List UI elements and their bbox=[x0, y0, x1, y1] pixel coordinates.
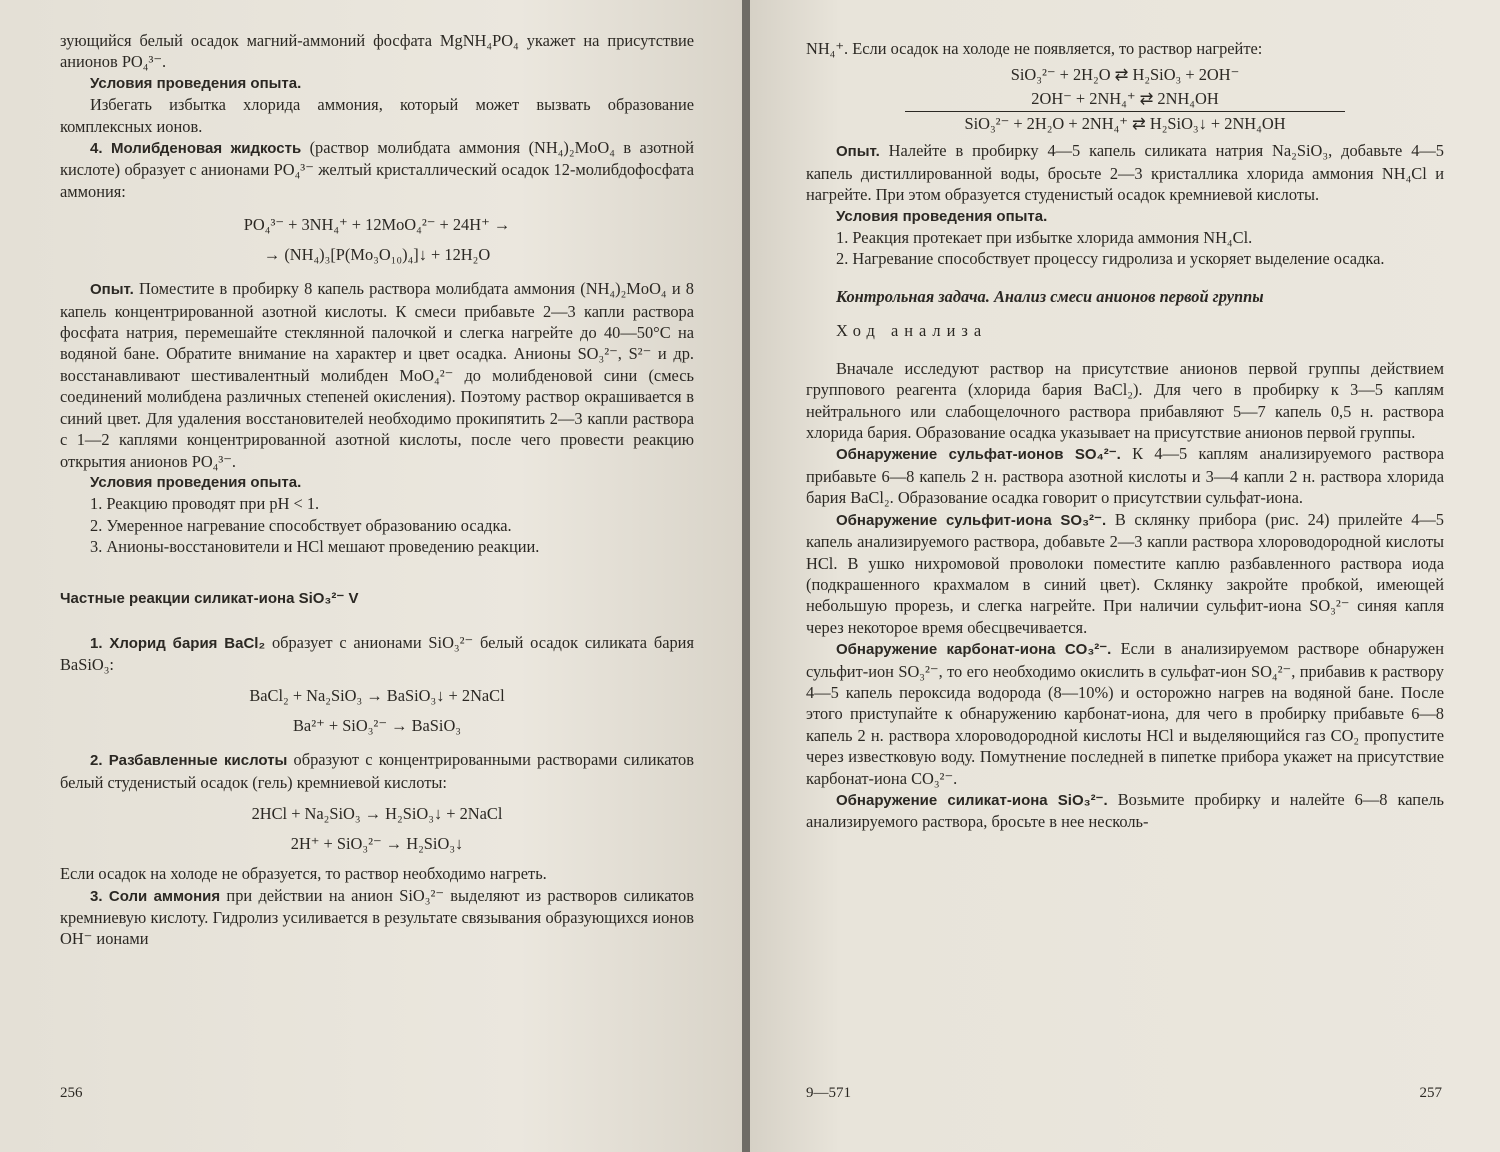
section-heading: Частные реакции силикат-иона SiO₃²⁻ V bbox=[60, 589, 359, 607]
paragraph-text: при действии на анион SiO₃²⁻ выделяют из растворов силикатов кремниевую кислоту. Гидролиз усиливается в результате связывания образующихся ионов OH⁻ ионами bbox=[60, 885, 694, 949]
paragraph-text: образует с анионами SiO₃²⁻ белый осадок силиката бария BaSiO₃: bbox=[60, 632, 694, 674]
paragraph-text: К 4—5 каплям анализируемого раствора прибавьте 6—8 капель 2 н. раствора азотной кислоты и 3—4 капли 2 н. раствора хлорида бария BaCl₂. Образование осадка говорит о присутствии сульфат-иона. bbox=[806, 444, 1444, 508]
conditions-heading: Условия проведения опыта. bbox=[90, 74, 302, 92]
paragraph: NH₄⁺. Если осадок на холоде не появляется, то раствор нагрейте: bbox=[806, 39, 1263, 58]
paragraph bbox=[806, 443, 1444, 508]
test-heading: Обнаружение карбонат-иона CO₃²⁻. bbox=[836, 641, 1112, 659]
reagent-heading: 2. Разбавленные кислоты bbox=[90, 752, 288, 770]
paragraph bbox=[60, 885, 694, 950]
paragraph bbox=[806, 638, 1444, 789]
conditions-heading: Условия проведения опыта. bbox=[90, 473, 302, 491]
equation: 2HCl + Na₂SiO₃ → H₂SiO₃↓ + 2NaCl bbox=[251, 804, 503, 824]
paragraph-text: Поместите в пробирку 8 капель раствора молибдата аммония (NH₄)₂MoO₄ и 8 капель концентрированной азотной кислоты. К смеси прибавьте 2—3 капли раствора фосфата натрия, перемешайте стеклянной палочкой и слегка нагрейте до 40—50°С на водяной бане. Обратите внимание на характер и цвет осадка. Анионы SO₃²⁻, S²⁻ и др. восстанавливают шестивалентный молибден MoO₄²⁻ до молибденовой сини (смесь соединений молибдена различных степеней окисления). Поэтому раствор окрашивается в синий цвет. Для удаления восстановителей необходимо прокипятить 2—3 капли раствора с 1—2 каплями концентрированной азотной кислоты, после чего провести реакцию открытия анионов PO₄³⁻. bbox=[60, 279, 694, 471]
test-heading: Обнаружение сульфит-иона SO₃²⁻. bbox=[836, 511, 1107, 529]
paragraph bbox=[806, 789, 1444, 833]
equation: BaCl₂ + Na₂SiO₃ → BaSiO₃↓ + 2NaCl bbox=[249, 686, 505, 706]
experiment-label: Опыт. bbox=[836, 143, 880, 161]
left-page bbox=[0, 0, 742, 1152]
paragraph bbox=[60, 749, 694, 793]
paragraph: Избегать избытка хлорида аммония, который может вызвать образование комплексных ионов. bbox=[60, 95, 694, 136]
list-item: 1. Реакция протекает при избытке хлорида аммония NH₄Cl. bbox=[836, 228, 1253, 248]
paragraph bbox=[806, 140, 1444, 205]
equation: Ba²⁺ + SiO₃²⁻ → BaSiO₃ bbox=[292, 716, 461, 736]
page-number: 257 bbox=[1419, 1085, 1442, 1101]
paragraph: Если осадок на холоде не образуется, то раствор необходимо нагреть. bbox=[60, 864, 547, 884]
list-item: 1. Реакцию проводят при pH < 1. bbox=[90, 494, 320, 514]
reagent-heading: 4. Молибденовая жидкость bbox=[90, 140, 302, 158]
equation: SiO₃²⁻ + 2H₂O ⇄ H₂SiO₃ + 2OH⁻ bbox=[1010, 65, 1240, 85]
test-heading: Обнаружение силикат-иона SiO₃²⁻. bbox=[836, 791, 1108, 809]
experiment-label: Опыт. bbox=[90, 281, 134, 299]
paragraph: зующийся белый осадок магний-аммоний фосфата MgNH₄PO₄ укажет на присутствие анионов PO₄³⁻. bbox=[60, 31, 694, 72]
subsection-heading: Ход анализа bbox=[836, 320, 988, 340]
list-item: 3. Анионы-восстановители и HCl мешают проведению реакции. bbox=[90, 537, 540, 557]
paragraph-text: Налейте в пробирку 4—5 капель силиката натрия Na₂SiO₃, добавьте 4—5 капель дистиллированной воды, бросьте 2—3 кристаллика хлорида аммония NH₄Cl и нагрейте. При этом образуется студенистый осадок кремниевой кислоты. bbox=[806, 141, 1444, 205]
list-item: 2. Умеренное нагревание способствует образованию осадка. bbox=[90, 515, 512, 535]
equation: → (NH₄)₃[P(Mo₃O₁₀)₄]↓ + 12H₂O bbox=[263, 245, 491, 265]
paragraph-text: Возьмите пробирку и налейте 6—8 капель анализируемого раствора, бросьте в нее несколь- bbox=[806, 789, 1444, 832]
equation: 2H⁺ + SiO₃²⁻ → H₂SiO₃↓ bbox=[290, 834, 464, 854]
paragraph bbox=[60, 632, 694, 676]
page-number: 256 bbox=[60, 1085, 83, 1101]
list-item: 2. Нагревание способствует процессу гидролиза и ускоряет выделение осадка. bbox=[836, 249, 1385, 269]
paragraph-text: образуют с концентрированными растворами силикатов белый студенистый осадок (гель) кремниевой кислоты: bbox=[60, 750, 694, 792]
right-page bbox=[750, 0, 1500, 1152]
signature-mark: 9—571 bbox=[806, 1085, 851, 1101]
test-heading: Обнаружение сульфат-ионов SO₄²⁻. bbox=[836, 446, 1121, 464]
paragraph bbox=[806, 509, 1444, 638]
reagent-heading: 1. Хлорид бария BaCl₂ bbox=[90, 634, 266, 652]
paragraph bbox=[60, 278, 694, 472]
paragraph bbox=[60, 137, 694, 202]
equation-block bbox=[905, 63, 1345, 136]
equation: 2OH⁻ + 2NH₄⁺ ⇄ 2NH₄OH bbox=[905, 87, 1345, 112]
conditions-heading: Условия проведения опыта. bbox=[836, 207, 1048, 225]
paragraph-text: В склянку прибора (рис. 24) прилейте 4—5 капель анализируемого раствора, добавьте 2—3 капли раствора хлороводородной кислоты HCl. В ушко нихромовой проволоки поместите каплю разбавленного раствора иода (подкрашенного крахмалом в синий цвет). Склянку закройте пробкой, имеющей небольшую прорезь, и слегка нагрейте. При наличии сульфит-иона SO₃²⁻ синяя капля через некоторое время обесцвечивается. bbox=[806, 509, 1445, 637]
reagent-heading: 3. Соли аммония bbox=[90, 887, 221, 905]
paragraph: Вначале исследуют раствор на присутствие анионов первой группы действием группового реагента (хлорида бария BaCl₂). Для чего в пробирку к 3—5 каплям нейтрального или слабощелочного раствора прибавляют 5—7 капель 0,5 н. раствора хлорида бария. Образование осадка указывает на присутствие анионов первой группы. bbox=[806, 358, 1444, 443]
paragraph-text: Если в анализируемом растворе обнаружен сульфит-ион SO₃²⁻, то его необходимо окислить в сульфат-ион SO₄²⁻, прибавив к раствору 4—5 капель пероксида водорода (8—10%) и осторожно нагрев на водяной бане. После этого приступайте к обнаружению карбонат-иона, для чего в пробирку прибавьте 6—8 капель 2 н. раствора хлороводородной кислоты HCl и выделяющийся газ CO₂ пропустите через известковую воду. Помутнение последней в пипетке прибора укажет на присутствие карбонат-иона CO₃²⁻. bbox=[806, 639, 1444, 788]
section-heading: Контрольная задача. Анализ смеси анионов первой группы bbox=[836, 286, 1264, 306]
paragraph-text: (раствор молибдата аммония (NH₄)₂MoO₄ в азотной кислоте) образует с анионами PO₄³⁻ желтый кристаллический осадок 12-молибдофосфата аммония: bbox=[60, 138, 694, 201]
equation: PO₄³⁻ + 3NH₄⁺ + 12MoO₄²⁻ + 24H⁺ → bbox=[243, 215, 511, 235]
equation-sum: SiO₃²⁻ + 2H₂O + 2NH₄⁺ ⇄ H₂SiO₃↓ + 2NH₄OH bbox=[964, 114, 1286, 134]
